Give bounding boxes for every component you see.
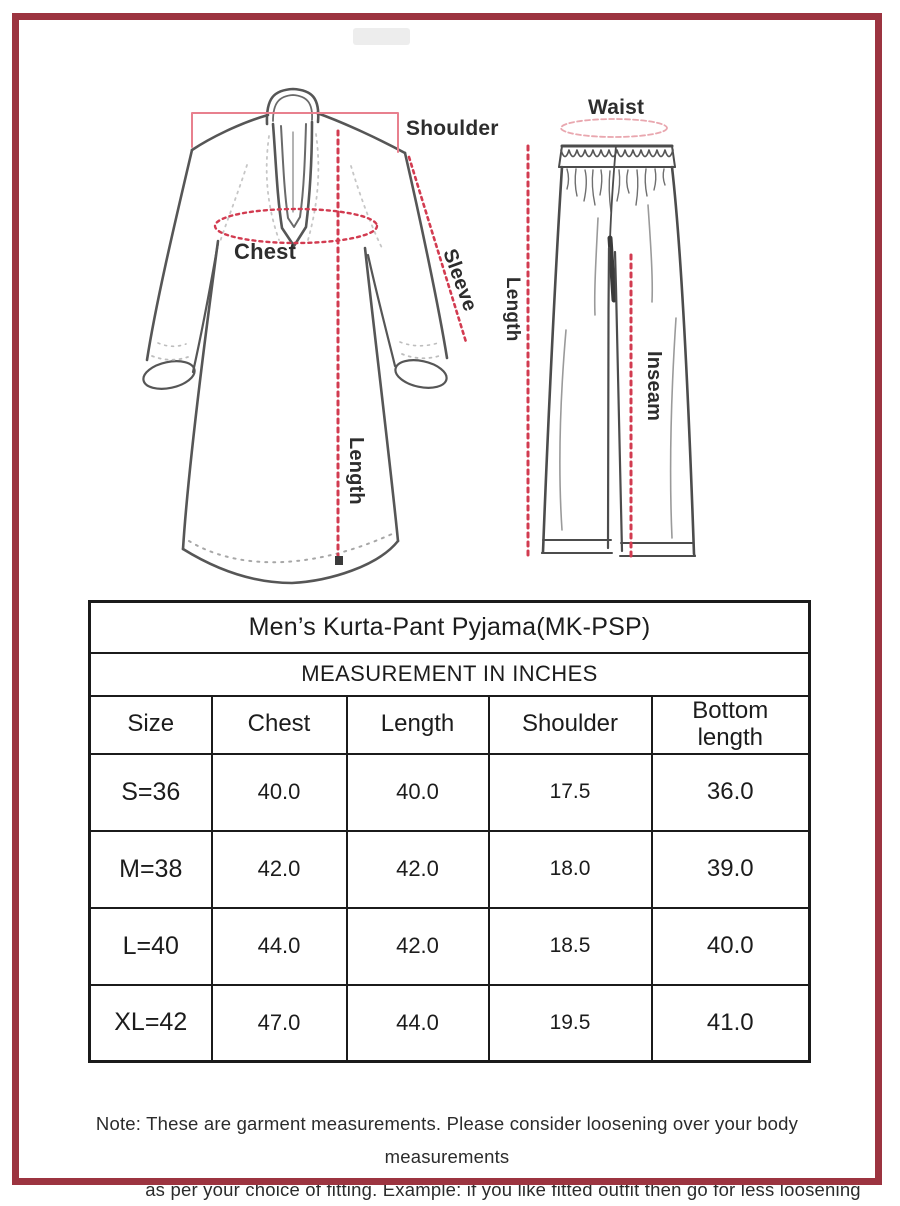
table-row-s: [90, 754, 810, 831]
cell-chest: 42.0: [212, 831, 347, 908]
cell-shoulder: 18.5: [489, 908, 652, 985]
cell-length: 42.0: [347, 831, 489, 908]
table-title-row: [90, 602, 810, 653]
cell-length: 44.0: [347, 985, 489, 1062]
col-header-chest: Chest: [212, 696, 347, 754]
cell-size: M=38: [90, 831, 212, 908]
cell-size: XL=42: [90, 985, 212, 1062]
cell-chest: 40.0: [212, 754, 347, 831]
cell-chest: 44.0: [212, 908, 347, 985]
table-header-row: [90, 696, 810, 754]
cell-bottom-length: 40.0: [652, 908, 810, 985]
cell-shoulder: 19.5: [489, 985, 652, 1062]
cell-shoulder: 18.0: [489, 831, 652, 908]
kurta-chest-label: Chest: [234, 239, 297, 264]
pant-waist-label: Waist: [588, 96, 645, 119]
kurta-length-label: Length: [345, 437, 367, 505]
pant-illustration: [542, 146, 695, 556]
note-text: [40, 1107, 861, 1206]
garment-diagrams: [0, 0, 900, 600]
table-row-l: [90, 908, 810, 985]
note-line-1: Note: These are garment measurements. Please consider loosening over your body measurements: [95, 1113, 799, 1167]
col-header-size: Size: [90, 696, 212, 754]
cell-length: 42.0: [347, 908, 489, 985]
cell-bottom-length: 41.0: [652, 985, 810, 1062]
col-header-length: Length: [347, 696, 489, 754]
garment-illustration-canvas: [0, 0, 900, 600]
pant-inseam-label: Inseam: [643, 351, 665, 422]
size-chart-table: [88, 600, 811, 1063]
cell-chest: 47.0: [212, 985, 347, 1062]
cell-size: S=36: [90, 754, 212, 831]
kurta-annotations: [192, 113, 466, 565]
cell-length: 40.0: [347, 754, 489, 831]
col-header-bottom-length: Bottom length: [652, 696, 810, 754]
table-title: Men’s Kurta-Pant Pyjama(MK-PSP): [90, 602, 810, 653]
kurta-sleeve-label: Sleeve: [438, 246, 482, 315]
cell-bottom-length: 36.0: [652, 754, 810, 831]
table-row-m: [90, 831, 810, 908]
col-header-shoulder: Shoulder: [489, 696, 652, 754]
cell-size: L=40: [90, 908, 212, 985]
table-subtitle-row: [90, 653, 810, 696]
note-line-2: as per your choice of fitting. Example: if you like fitted outfit then go for less loosening: [145, 1179, 861, 1200]
waistband-gathers: [567, 169, 665, 212]
cell-shoulder: 17.5: [489, 754, 652, 831]
pant-length-label: Length: [502, 277, 523, 342]
watermark-smudge: [353, 28, 410, 45]
table-row-xl: [90, 985, 810, 1062]
kurta-illustration: [141, 89, 449, 583]
table-subtitle: MEASUREMENT IN INCHES: [90, 653, 810, 696]
kurta-shoulder-label: Shoulder: [406, 117, 499, 140]
cell-bottom-length: 39.0: [652, 831, 810, 908]
